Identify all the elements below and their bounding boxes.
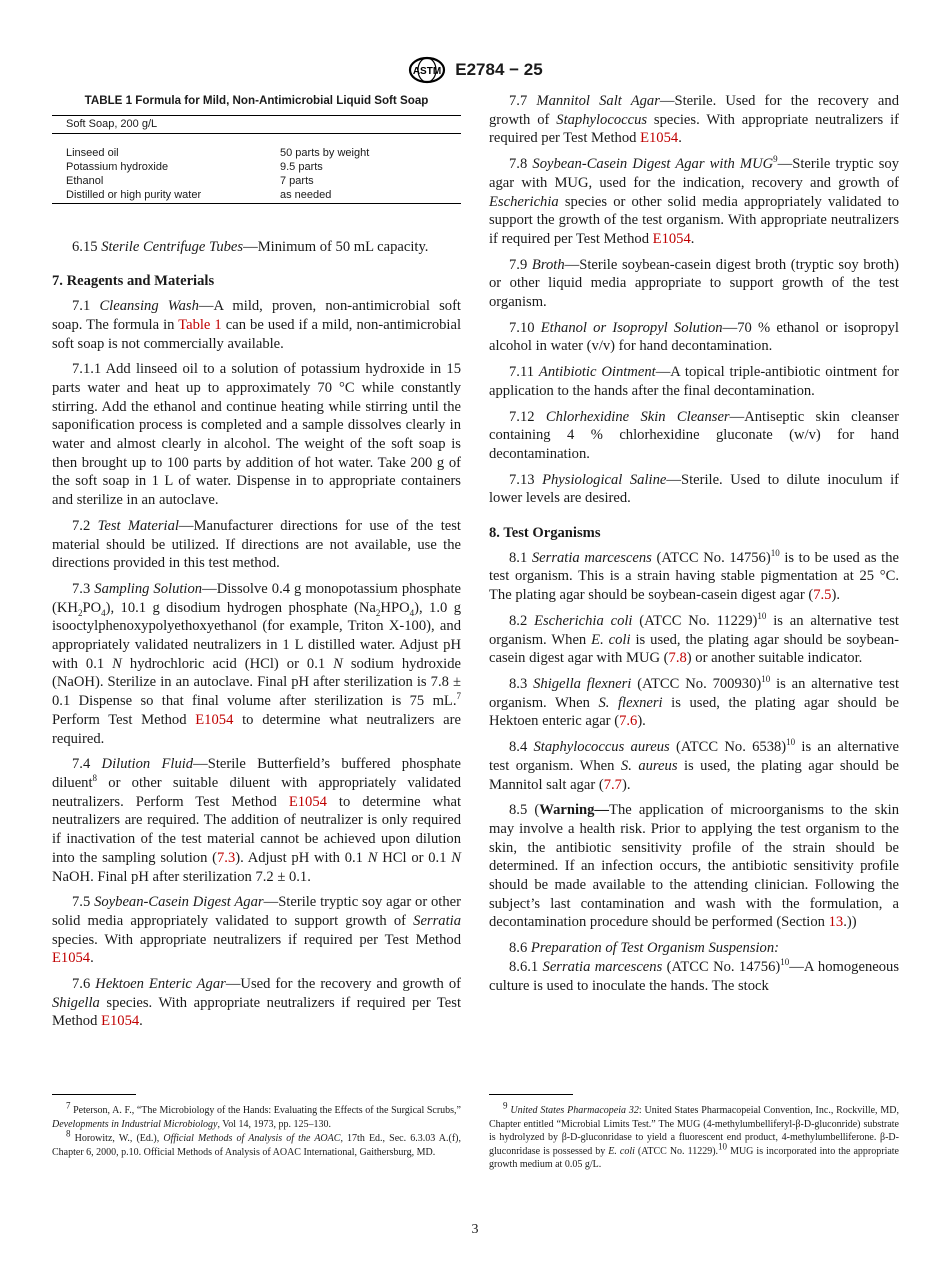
section-8-heading: 8. Test Organisms: [489, 525, 601, 542]
footnote-7: $^7$ Peterson, A. F., “The Microbiology of the Hands: Evaluating the Effects of the Surgical Scrubs,” Developments in Industrial Microbiology, Vol 14, 1973, pp. 125–130.: [52, 1100, 461, 1130]
footnotes-left: [52, 1094, 461, 1160]
paragraph-8-5: 8.5 (Warning—The application of microorganisms to the skin may involve a health risk. Prior to applying the test organism to the skin, the antibiotic sensitivity profile of the strain should be determined. If an infection occurs, the antibiotic sensitivity profile should be made available to the attending clinician. Following the subject’s last contamination and wash with the formulation, a decontamination procedure should be performed (Section 13.)): [489, 802, 899, 931]
paragraph-7-1: 7.1 Cleansing Wash—A mild, proven, non-antimicrobial soft soap. The formula in Table 1 can be used if a mild, non-antimicrobial soft soap is not commercially available.: [52, 298, 462, 352]
e1054-link[interactable]: E1054: [640, 130, 679, 147]
paragraph-8-4: 8.4 Staphylococcus aureus (ATCC No. 6538)$^{10}$ is an alternative test organism. When S. aureus is used, the plating agar should be Mannitol salt agar (7.7).: [489, 737, 900, 793]
footnote-ref-7: 7: [456, 691, 461, 702]
paragraph-7-12: 7.12 Chlorhexidine Skin Cleanser—Antiseptic skin cleanser containing 4 % chlorhexidine gluconate (w/v) for hand decontamination.: [489, 408, 899, 462]
document-designation: E2784 − 25: [455, 60, 543, 79]
table-row: [52, 188, 461, 202]
footnotes-right: [489, 1094, 899, 1173]
section-7-heading: 7. Reagents and Materials: [52, 273, 215, 290]
table-row: [52, 160, 461, 174]
e1054-link[interactable]: E1054: [52, 950, 91, 967]
soap-formula-table: [52, 115, 461, 204]
left-column: [52, 92, 461, 1038]
paragraph-8-3: 8.3 Shigella flexneri (ATCC No. 700930)$^{10}$ is an alternative test organism. When S. flexneri is used, the plating agar should be Hektoen enteric agar (7.6).: [489, 674, 900, 730]
footnote-divider: [52, 1094, 136, 1095]
section-7-3-link[interactable]: 7.3: [217, 849, 236, 866]
table-cell-amount: 7 parts: [280, 174, 314, 187]
table-cell-ingredient: Ethanol: [66, 174, 104, 187]
footnote-ref-10: 10: [786, 737, 796, 748]
table-subtitle: Soft Soap, 200 g/L: [52, 117, 461, 134]
footnote-divider: [489, 1094, 573, 1095]
section-7-5-link[interactable]: 7.5: [813, 587, 832, 604]
e1054-link[interactable]: E1054: [101, 1013, 140, 1030]
table-row: [52, 174, 461, 188]
paragraph-8-1: 8.1 Serratia marcescens (ATCC No. 14756)$^{10}$ is to be used as the test organism. This is a strain having stable pigmentation at 25 °C. The plating agar should be soybean-casein digest agar (7.5).: [489, 547, 900, 604]
table-cell-ingredient: Distilled or high purity water: [66, 188, 202, 201]
paragraph-6-15: 6.15 Sterile Centrifuge Tubes—Minimum of 50 mL capacity.: [72, 238, 429, 255]
paragraph-7-5: 7.5 Soybean-Casein Digest Agar—Sterile tryptic soy agar or other solid media appropriately validated to support growth of Serratia species. With appropriate neutralizers if required per Test Method E1054.: [52, 894, 461, 967]
section-13-link[interactable]: 13: [828, 914, 844, 931]
table-cell-amount: 9.5 parts: [280, 160, 323, 173]
paragraph-7-10: 7.10 Ethanol or Isopropyl Solution—70 % ethanol or isopropyl alcohol in water (v/v) for hand decontamination.: [489, 319, 899, 355]
table-cell-ingredient: Potassium hydroxide: [66, 160, 169, 173]
footnote-ref-10: 10: [780, 956, 790, 967]
paragraph-7-6: 7.6 Hektoen Enteric Agar—Used for the recovery and growth of Shigella species. With appropriate neutralizers if required per Test Method E1054.: [52, 976, 462, 1030]
warning-label: Warning—: [539, 802, 610, 819]
footnote-ref-8: 8: [92, 773, 98, 784]
section-7-7-link[interactable]: 7.7: [603, 776, 622, 793]
page-header: [0, 56, 950, 84]
paragraph-7-4: 7.4 Dilution Fluid—Sterile Butterfield’s buffered phosphate diluent$^8$ or other suitable diluent with appropriately validated neutralizers. Perform Test Method E1054 to determine what neutralizers are required. The addition of neutralizer is only required if inactivation of the test material cannot be achieved upon dilution into the sampling solution (7.3). Adjust pH with 0.1 N HCl or 0.1 N NaOH. Final pH after sterilization 7.2 ± 0.1.: [52, 756, 462, 885]
e1054-link[interactable]: E1054: [195, 711, 234, 728]
table-title: TABLE 1 Formula for Mild, Non-Antimicrobial Liquid Soft Soap: [84, 94, 429, 107]
table-row: [52, 146, 461, 160]
table-1-link[interactable]: Table 1: [178, 316, 222, 333]
paragraph-7-8: 7.8 Soybean-Casein Digest Agar with MUG$^9$—Sterile tryptic soy agar with MUG, used for the indication, recovery and growth of Escherichia species or other solid media appropriately validated to support the growth of the test organism. With appropriate neutralizers if required per Test Method E1054.: [489, 154, 899, 247]
table-cell-ingredient: Linseed oil: [66, 146, 119, 159]
paragraph-7-11: 7.11 Antibiotic Ointment—A topical triple-antibiotic ointment for application to the hands after the final decontamination.: [489, 364, 899, 399]
paragraph-7-7: 7.7 Mannitol Salt Agar—Sterile. Used for the recovery and growth of Staphylococcus species. With appropriate neutralizers if required per Test Method E1054.: [489, 93, 899, 147]
paragraph-7-9: 7.9 Broth—Sterile soybean-casein digest broth (tryptic soy broth) or other liquid media appropriate to support growth of the test organism.: [489, 256, 899, 311]
astm-logo-icon: [407, 56, 447, 84]
right-column: [489, 92, 899, 1002]
footnote-ref-10: 10: [757, 611, 767, 622]
table-cell-amount: as needed: [280, 188, 332, 201]
e1054-link[interactable]: E1054: [652, 230, 691, 247]
footnote-ref-10: 10: [761, 674, 771, 685]
footnote-ref-10: 10: [770, 547, 780, 558]
footnote-ref-9: 9: [773, 154, 778, 165]
table-cell-amount: 50 parts by weight: [280, 146, 370, 159]
paragraph-7-2: 7.2 Test Material—Manufacturer directions for use of the test material should be utilized. If directions are not available, use the directions provided in this test method.: [52, 517, 461, 572]
paragraph-7-3: 7.3 Sampling Solution—Dissolve 0.4 g monopotassium phosphate $(KH_2PO_4)$, 10.1 g disodium hydrogen phosphate $(Na_2HPO_4)$, 1.0 g isooctylphenoxypolyethoxyethanol (for example, Triton X-100), and appropriately validated neutralizers in 1 L distilled water. Adjust pH with 0.1 N hydrochloric acid (HCl) or 0.1 N sodium hydroxide (NaOH). Sterilize in an autoclave. Final pH after sterilization is 7.8 ± 0.1 Dispense so that final volume after sterilization is 75 mL.$^7$ Perform Test Method E1054 to determine what neutralizers are required.: [52, 580, 461, 747]
page-number: 3: [471, 1222, 479, 1237]
paragraph-7-13: 7.13 Physiological Saline—Sterile. Used to dilute inoculum if lower levels are desired.: [489, 471, 899, 507]
paragraph-7-1-1: 7.1.1 Add linseed oil to a solution of potassium hydroxide in 15 parts water and heat up to approximately 70 °C while constantly stirring. Add the ethanol and continue heating while stirring until the saponification process is completed and a sample dissolves clearly in water and almost clearly in alcohol. The weight of the soft soap is then brought up to 100 parts by addition of hot water. Take 200 g of the soft soap in 1 L of water. Dispense in to appropriate containers and sterilize in an autoclave.: [52, 361, 461, 509]
section-7-8-link[interactable]: 7.8: [668, 650, 687, 667]
footnote-9: $^9$ United States Pharmacopeia 32: United States Pharmacopeial Convention, Inc., Rockville, MD, Chapter entitled “Microbial Limits Test.” The MUG (4-methylumbelliferyl-β-D-gluconride) substrate is hydrolyzed by β-D-gluconridase to yield a fluorescent end product, 4-methylumbelliferone. β-D-gluconridase is possessed by E. coli (ATCC No. 11229).$^{10}$ MUG is incorporated into the appropriate growth medium at 0.05 g/L.: [489, 1100, 899, 1171]
footnote-8: $^8$ Horowitz, W., (Ed.), Official Methods of Analysis of the AOAC, 17th Ed., Sec. 6.3.03 A.(f), Chapter 6, 2000, p.10. Official Methods of Analysis of AOAC International, Gaithersburg, MD.: [52, 1128, 461, 1158]
paragraph-8-6: 8.6 Preparation of Test Organism Suspension:: [509, 940, 780, 957]
logo-text: ASTM: [413, 66, 442, 77]
section-7-6-link[interactable]: 7.6: [619, 713, 638, 730]
paragraph-8-2: 8.2 Escherichia coli (ATCC No. 11229)$^{10}$ is an alternative test organism. When E. coli is used, the plating agar should be soybean-casein digest agar with MUG (7.8) or another suitable indicator.: [489, 611, 900, 667]
paragraph-8-6-1: 8.6.1 Serratia marcescens (ATCC No. 14756)$^{10}$—A homogeneous culture is used to inoculate the hands. The stock: [489, 956, 899, 994]
e1054-link[interactable]: E1054: [288, 793, 327, 810]
